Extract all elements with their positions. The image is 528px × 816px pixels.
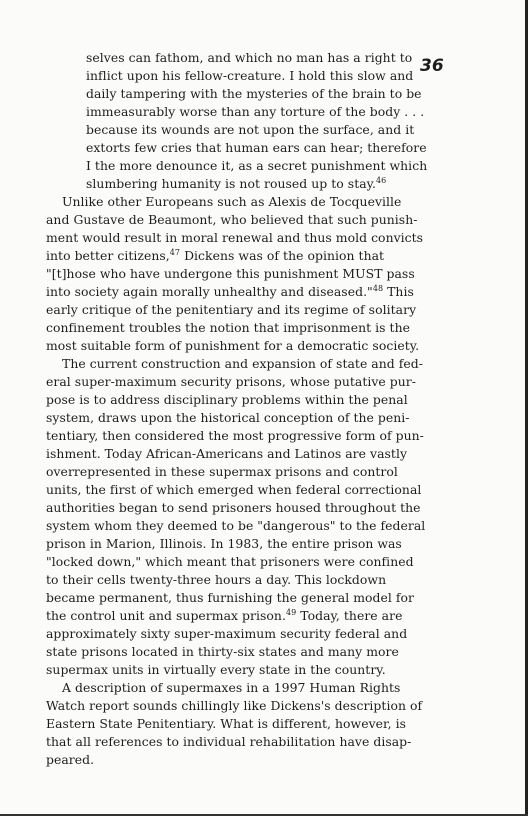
text-line: Watch report sounds chillingly like Dickens's description of bbox=[46, 698, 423, 713]
text-line: that all references to individual rehabilitation have disap- bbox=[46, 734, 412, 749]
text-line: system, draws upon the historical conception of the peni- bbox=[46, 410, 410, 425]
text-line: "[t]hose who have undergone this punishment MUST pass bbox=[46, 266, 415, 281]
text-line: Unlike other Europeans such as Alexis de Tocqueville bbox=[62, 194, 402, 209]
text-line: tentiary, then considered the most progressive form of pun- bbox=[46, 428, 424, 443]
text-line: supermax units in virtually every state in the country. bbox=[46, 662, 386, 677]
text-line: ment would result in moral renewal and thus mold convicts bbox=[46, 230, 424, 245]
text-line: "locked down," which meant that prisoners were confined bbox=[46, 554, 414, 569]
quote-line: I the more denounce it, as a secret punishment which bbox=[86, 158, 428, 173]
footnote-ref: 47 bbox=[169, 248, 181, 257]
text-line: The current construction and expansion of state and fed- bbox=[62, 356, 423, 371]
quote-line: selves can fathom, and which no man has a right to bbox=[86, 50, 413, 65]
quote-line: inflict upon his fellow-creature. I hold this slow and bbox=[86, 68, 414, 83]
quote-line: slumbering humanity is not roused up to stay.$^{46}$ bbox=[86, 176, 387, 191]
text-line: overrepresented in these supermax prisons and control bbox=[46, 464, 398, 479]
page-number: 36 bbox=[420, 56, 444, 76]
footnote-ref: 48 bbox=[372, 284, 384, 293]
text-line: state prisons located in thirty-six states and many more bbox=[46, 644, 399, 659]
text-line: most suitable form of punishment for a democratic society. bbox=[46, 338, 420, 353]
text-line: Eastern State Penitentiary. What is different, however, is bbox=[46, 716, 407, 731]
text-line: authorities began to send prisoners housed throughout the bbox=[46, 500, 421, 515]
quote-line: because its wounds are not upon the surface, and it bbox=[86, 122, 415, 137]
text-line: to their cells twenty-three hours a day. This lockdown bbox=[46, 572, 387, 587]
text-line: eral super-maximum security prisons, whose putative pur- bbox=[46, 374, 417, 389]
footnote-ref: 49 bbox=[285, 608, 297, 617]
text-line: A description of supermaxes in a 1997 Human Rights bbox=[62, 680, 401, 695]
quote-line: extorts few cries that human ears can hear; therefore bbox=[86, 140, 427, 155]
quote-line: daily tampering with the mysteries of the brain to be bbox=[86, 86, 422, 101]
text-line: prison in Marion, Illinois. In 1983, the entire prison was bbox=[46, 536, 402, 551]
text-line: and Gustave de Beaumont, who believed that such punish- bbox=[46, 212, 418, 227]
text-line: into society again morally unhealthy and diseased."$^{48}$ This bbox=[46, 284, 414, 299]
text-line: pose is to address disciplinary problems within the penal bbox=[46, 392, 408, 407]
text-line: confinement troubles the notion that imprisonment is the bbox=[46, 320, 411, 335]
text-line: peared. bbox=[46, 752, 95, 767]
footnote-ref: 46 bbox=[376, 176, 387, 185]
text-line: the control unit and supermax prison.$^{49}$ Today, there are bbox=[46, 608, 403, 623]
text-line: approximately sixty super-maximum security federal and bbox=[46, 626, 408, 641]
text-line: ishment. Today African-Americans and Latinos are vastly bbox=[46, 446, 408, 461]
text-line: into better citizens,$^{47}$ Dickens was of the opinion that bbox=[46, 248, 385, 263]
text-line: units, the first of which emerged when federal correctional bbox=[46, 482, 422, 497]
quote-line: immeasurably worse than any torture of the body . . . bbox=[86, 104, 425, 119]
text-line: system whom they deemed to be "dangerous" to the federal bbox=[46, 518, 426, 533]
text-line: became permanent, thus furnishing the general model for bbox=[46, 590, 415, 605]
text-line: early critique of the penitentiary and its regime of solitary bbox=[46, 302, 417, 317]
